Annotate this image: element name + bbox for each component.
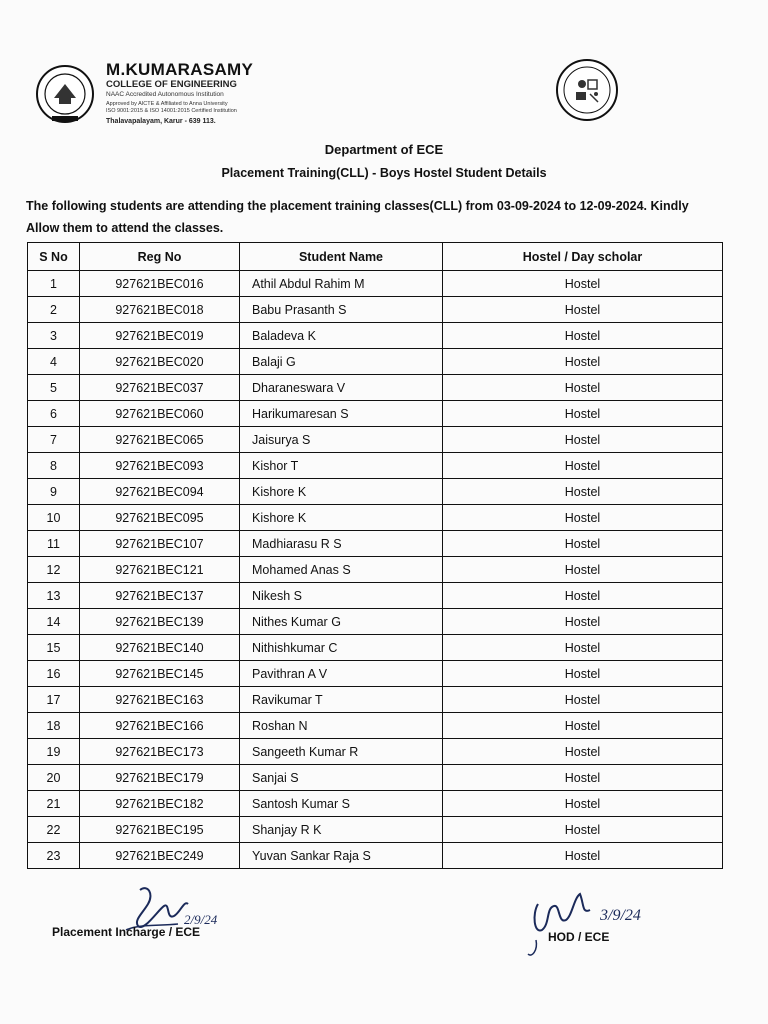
column-header: S No	[28, 243, 80, 271]
reg-no-cell: 927621BEC093	[80, 453, 240, 479]
column-header: Student Name	[240, 243, 443, 271]
table-row	[28, 271, 723, 297]
reg-no-cell: 927621BEC163	[80, 687, 240, 713]
residence-type-cell: Hostel	[443, 687, 723, 713]
student-name-cell: Madhiarasu R S	[240, 531, 443, 557]
residence-type-cell: Hostel	[443, 583, 723, 609]
table-row	[28, 505, 723, 531]
reg-no-cell: 927621BEC173	[80, 739, 240, 765]
table-row	[28, 661, 723, 687]
reg-no-cell: 927621BEC060	[80, 401, 240, 427]
approval-text-1: Approved by AICTE & Affiliated to Anna University	[106, 101, 228, 107]
residence-type-cell: Hostel	[443, 791, 723, 817]
serial-number-cell: 4	[28, 349, 80, 375]
residence-type-cell: Hostel	[443, 453, 723, 479]
student-name-cell: Sangeeth Kumar R	[240, 739, 443, 765]
serial-number-cell: 7	[28, 427, 80, 453]
residence-type-cell: Hostel	[443, 427, 723, 453]
student-name-cell: Nikesh S	[240, 583, 443, 609]
table-row	[28, 375, 723, 401]
reg-no-cell: 927621BEC107	[80, 531, 240, 557]
table-row	[28, 791, 723, 817]
serial-number-cell: 15	[28, 635, 80, 661]
residence-type-cell: Hostel	[443, 817, 723, 843]
residence-type-cell: Hostel	[443, 765, 723, 791]
serial-number-cell: 9	[28, 479, 80, 505]
residence-type-cell: Hostel	[443, 609, 723, 635]
reg-no-cell: 927621BEC139	[80, 609, 240, 635]
serial-number-cell: 6	[28, 401, 80, 427]
student-name-cell: Baladeva K	[240, 323, 443, 349]
residence-type-cell: Hostel	[443, 843, 723, 869]
reg-no-cell: 927621BEC179	[80, 765, 240, 791]
hod-label: HOD / ECE	[548, 930, 610, 944]
serial-number-cell: 18	[28, 713, 80, 739]
hod-signature	[524, 884, 684, 964]
reg-no-cell: 927621BEC095	[80, 505, 240, 531]
intro-paragraph: The following students are attending the placement training classes(CLL) from 03-09-2024 to 12-09-2024. Kindly Allow them to attend the classes.	[26, 199, 689, 235]
student-name-cell: Pavithran A V	[240, 661, 443, 687]
accreditation-text: NAAC Accredited Autonomous Institution	[106, 91, 224, 98]
residence-type-cell: Hostel	[443, 531, 723, 557]
table-row	[28, 739, 723, 765]
serial-number-cell: 23	[28, 843, 80, 869]
table-row	[28, 843, 723, 869]
student-name-cell: Balaji G	[240, 349, 443, 375]
serial-number-cell: 16	[28, 661, 80, 687]
table-row	[28, 323, 723, 349]
reg-no-cell: 927621BEC145	[80, 661, 240, 687]
student-name-cell: Dharaneswara V	[240, 375, 443, 401]
serial-number-cell: 20	[28, 765, 80, 791]
reg-no-cell: 927621BEC137	[80, 583, 240, 609]
student-name-cell: Yuvan Sankar Raja S	[240, 843, 443, 869]
left-signature-date: 2/9/24	[184, 912, 218, 927]
department-emblem-icon	[552, 58, 622, 124]
table-row	[28, 713, 723, 739]
student-table	[27, 242, 723, 869]
serial-number-cell: 3	[28, 323, 80, 349]
table-row	[28, 635, 723, 661]
college-emblem-icon	[32, 64, 98, 124]
serial-number-cell: 5	[28, 375, 80, 401]
serial-number-cell: 17	[28, 687, 80, 713]
student-name-cell: Athil Abdul Rahim M	[240, 271, 443, 297]
student-name-cell: Kishore K	[240, 479, 443, 505]
student-name-cell: Nithes Kumar G	[240, 609, 443, 635]
table-body	[28, 271, 723, 869]
reg-no-cell: 927621BEC121	[80, 557, 240, 583]
college-name: M.KUMARASAMY	[106, 60, 254, 79]
student-name-cell: Kishore K	[240, 505, 443, 531]
placement-incharge-label: Placement Incharge / ECE	[52, 925, 201, 939]
student-name-cell: Mohamed Anas S	[240, 557, 443, 583]
table-row	[28, 479, 723, 505]
approval-text-2: ISO 9001:2015 & ISO 14001:2015 Certified Institution	[106, 108, 237, 114]
serial-number-cell: 19	[28, 739, 80, 765]
residence-type-cell: Hostel	[443, 557, 723, 583]
table-row	[28, 297, 723, 323]
college-address: Thalavapalayam, Karur - 639 113.	[106, 118, 216, 125]
student-name-cell: Harikumaresan S	[240, 401, 443, 427]
table-row	[28, 531, 723, 557]
student-name-cell: Ravikumar T	[240, 687, 443, 713]
student-name-cell: Santosh Kumar S	[240, 791, 443, 817]
serial-number-cell: 14	[28, 609, 80, 635]
residence-type-cell: Hostel	[443, 505, 723, 531]
serial-number-cell: 1	[28, 271, 80, 297]
student-name-cell: Babu Prasanth S	[240, 297, 443, 323]
serial-number-cell: 8	[28, 453, 80, 479]
document-title: Placement Training(CLL) - Boys Hostel Student Details	[221, 166, 547, 180]
table-row	[28, 687, 723, 713]
table-row	[28, 427, 723, 453]
reg-no-cell: 927621BEC249	[80, 843, 240, 869]
reg-no-cell: 927621BEC195	[80, 817, 240, 843]
residence-type-cell: Hostel	[443, 323, 723, 349]
serial-number-cell: 21	[28, 791, 80, 817]
serial-number-cell: 12	[28, 557, 80, 583]
department-heading: Department of ECE	[324, 142, 444, 157]
reg-no-cell: 927621BEC166	[80, 713, 240, 739]
reg-no-cell: 927621BEC094	[80, 479, 240, 505]
serial-number-cell: 11	[28, 531, 80, 557]
serial-number-cell: 13	[28, 583, 80, 609]
serial-number-cell: 2	[28, 297, 80, 323]
table-row	[28, 349, 723, 375]
table-row	[28, 609, 723, 635]
column-header: Reg No	[80, 243, 240, 271]
residence-type-cell: Hostel	[443, 635, 723, 661]
residence-type-cell: Hostel	[443, 375, 723, 401]
student-name-cell: Jaisurya S	[240, 427, 443, 453]
column-header: Hostel / Day scholar	[443, 243, 723, 271]
reg-no-cell: 927621BEC018	[80, 297, 240, 323]
residence-type-cell: Hostel	[443, 271, 723, 297]
student-name-cell: Shanjay R K	[240, 817, 443, 843]
residence-type-cell: Hostel	[443, 349, 723, 375]
right-signature-date: 3/9/24	[600, 907, 641, 924]
residence-type-cell: Hostel	[443, 661, 723, 687]
college-subtitle: COLLEGE OF ENGINEERING	[106, 79, 237, 90]
reg-no-cell: 927621BEC016	[80, 271, 240, 297]
reg-no-cell: 927621BEC020	[80, 349, 240, 375]
student-name-cell: Sanjai S	[240, 765, 443, 791]
reg-no-cell: 927621BEC140	[80, 635, 240, 661]
table-row	[28, 453, 723, 479]
table-header-row	[28, 243, 723, 271]
residence-type-cell: Hostel	[443, 401, 723, 427]
serial-number-cell: 10	[28, 505, 80, 531]
reg-no-cell: 927621BEC065	[80, 427, 240, 453]
reg-no-cell: 927621BEC019	[80, 323, 240, 349]
reg-no-cell: 927621BEC182	[80, 791, 240, 817]
college-header	[106, 60, 346, 125]
reg-no-cell: 927621BEC037	[80, 375, 240, 401]
table-row	[28, 557, 723, 583]
residence-type-cell: Hostel	[443, 297, 723, 323]
residence-type-cell: Hostel	[443, 713, 723, 739]
residence-type-cell: Hostel	[443, 479, 723, 505]
table-row	[28, 817, 723, 843]
student-name-cell: Roshan N	[240, 713, 443, 739]
table-row	[28, 401, 723, 427]
table-row	[28, 583, 723, 609]
serial-number-cell: 22	[28, 817, 80, 843]
residence-type-cell: Hostel	[443, 739, 723, 765]
student-name-cell: Kishor T	[240, 453, 443, 479]
student-name-cell: Nithishkumar C	[240, 635, 443, 661]
table-row	[28, 765, 723, 791]
